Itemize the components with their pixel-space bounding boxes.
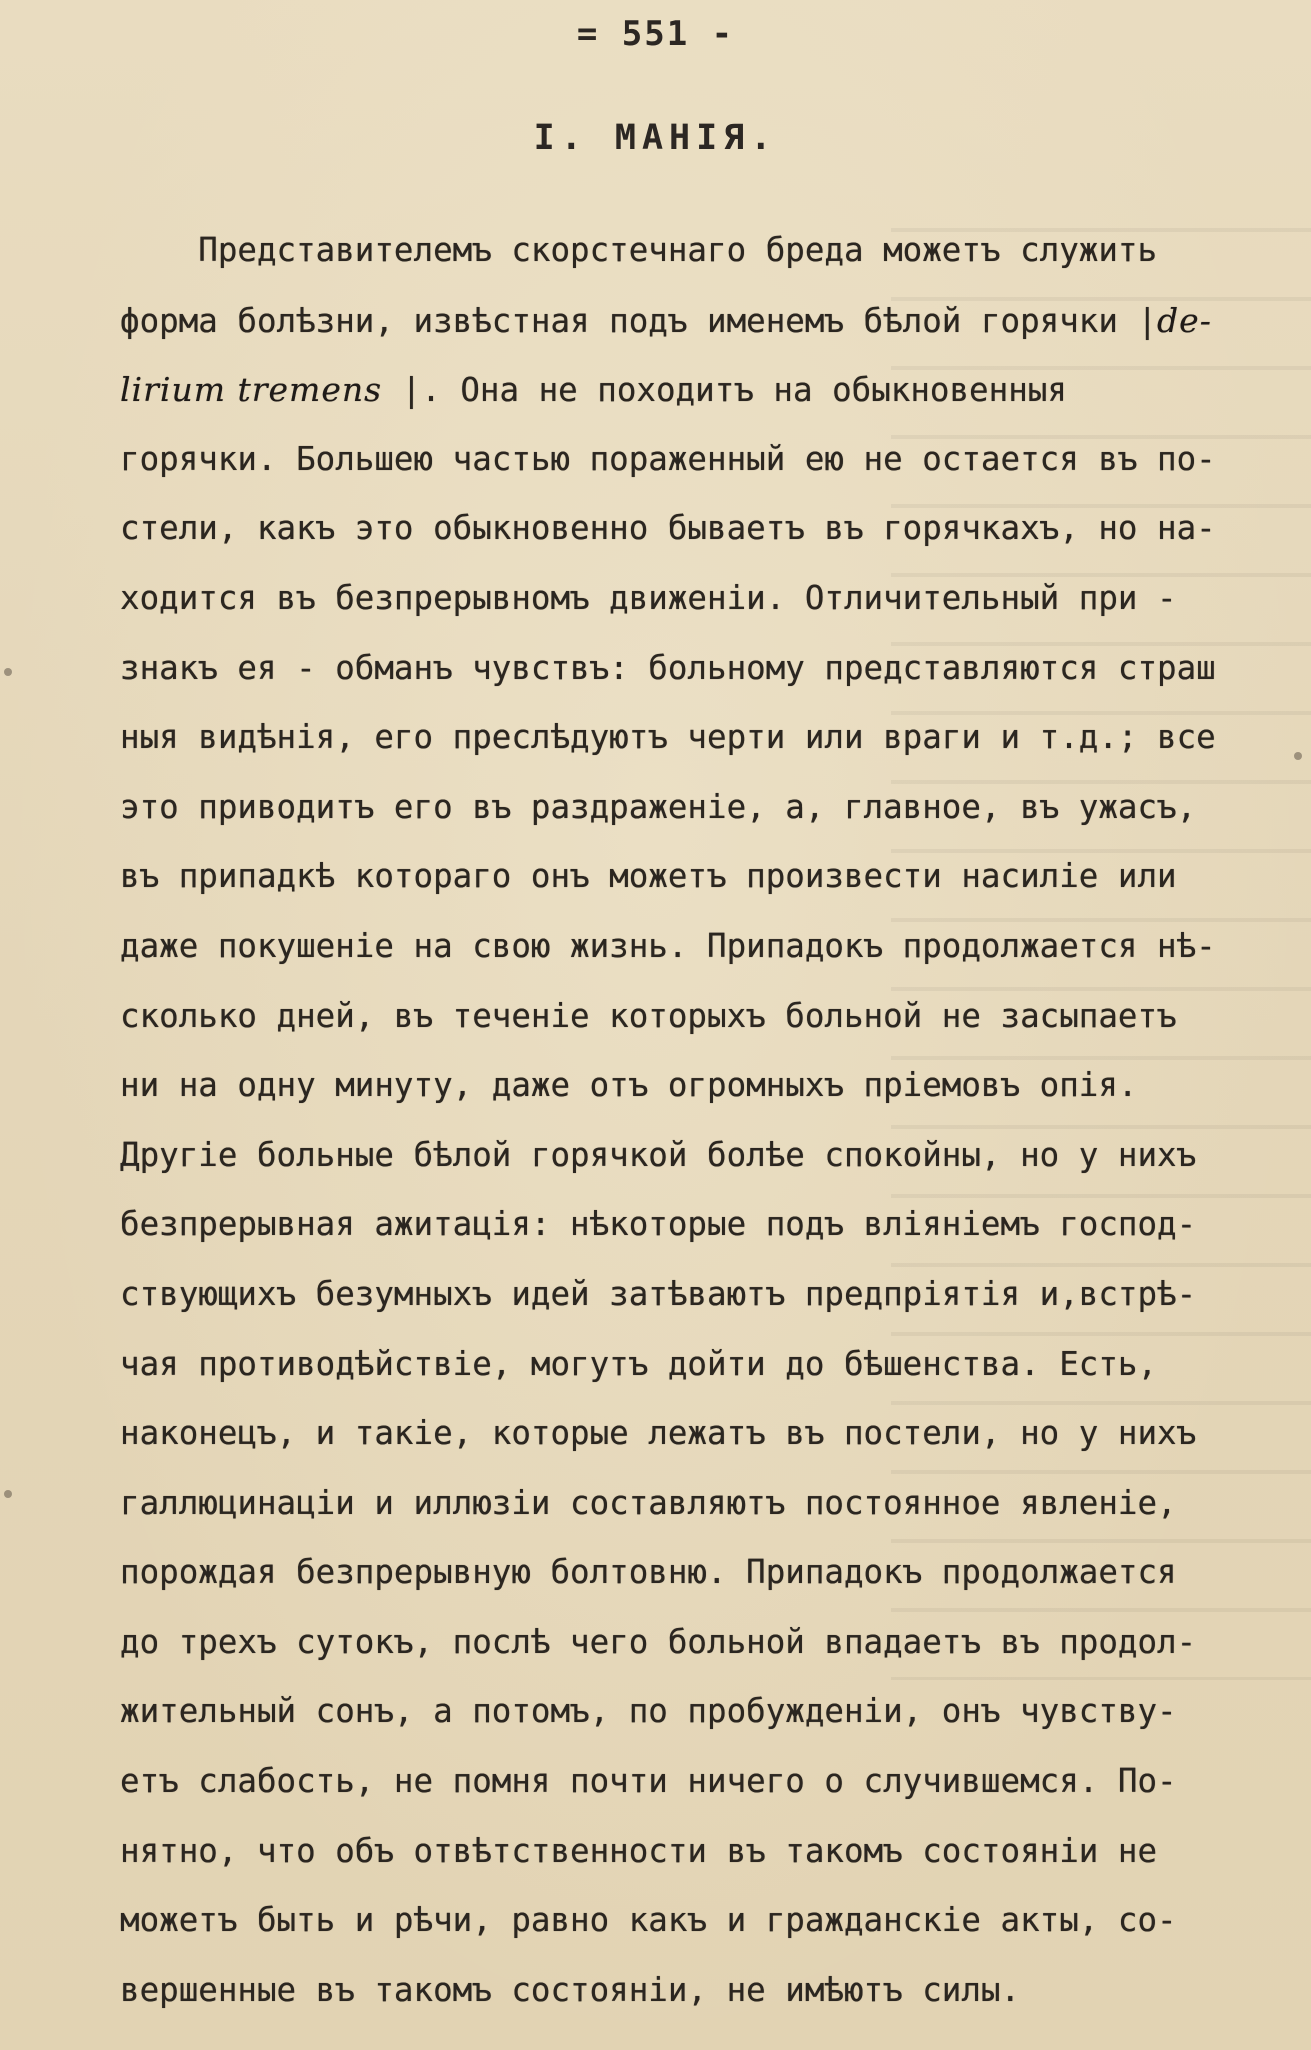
text-line: ныя видѣнія, его преслѣдуютъ черти или враги и т.д.; все [120,718,1216,757]
text-line: знакъ ея - обманъ чувствъ: больному представляются страш [120,648,1216,687]
text-line [120,355,1300,425]
text-line: ходится въ безпрерывномъ движеніи. Отличительный при - [120,578,1177,617]
text-line: безпрерывная ажитація: нѣкоторые подъ вліяніемъ господ- [120,1205,1197,1244]
text-line: можетъ быть и рѣчи, равно какъ и гражданскіе акты, со- [120,1901,1177,1940]
edge-mark [4,1490,12,1498]
page-number: = 551 - [576,14,735,54]
text-line: Представителемъ скорстечнаго бреда можетъ служить [120,231,1158,269]
edge-mark [4,668,12,676]
body-text [120,216,1300,2025]
text-line: сколько дней, въ теченіе которыхъ больной не засыпаетъ [120,996,1177,1035]
text-line: до трехъ сутокъ, послѣ чего больной впадаетъ въ продол- [120,1622,1197,1661]
text-line [120,286,1300,356]
text-line: въ припадкѣ котораго онъ можетъ произвести насиліе или [120,857,1177,896]
text-line: горячки. Большею частью пораженный ею не остается въ по- [120,439,1216,478]
text-line: ствующихъ безумныхъ идей затѣваютъ предпріятія и,встрѣ- [120,1274,1197,1313]
text-line: вершенные въ такомъ состояніи, не имѣютъ силы. [120,1970,1021,2009]
text-line: порождая безпрерывную болтовню. Припадокъ продолжается [120,1553,1177,1592]
text-line: галлюцинаціи и иллюзіи составляютъ постоянное явленіе, [120,1483,1177,1522]
handwritten-insert: de- [1157,300,1212,340]
text-line: это приводитъ его въ раздраженіе, а, главное, въ ужасъ, [120,787,1197,826]
text-line: даже покушеніе на свою жизнь. Припадокъ продолжается нѣ- [120,926,1216,965]
section-heading: I. МАНІЯ. [533,118,778,158]
handwritten-insert: lirium tremens [120,370,383,410]
text-line-segment: |. Она не походитъ на обыкновенныя [382,371,1067,410]
text-line: ни на одну минуту, даже отъ огромныхъ пріемовъ опія. [120,1066,1138,1105]
text-line: чая противодѣйствіе, могутъ дойти до бѣшенства. Есть, [120,1344,1158,1383]
text-line: етъ слабость, не помня почти ничего о случившемся. По- [120,1762,1177,1801]
text-line: наконецъ, и такіе, которые лежатъ въ постели, но у нихъ [120,1414,1197,1453]
text-line: стели, какъ это обыкновенно бываетъ въ горячкахъ, но на- [120,509,1216,548]
text-line: жительный сонъ, а потомъ, по пробужденіи, онъ чувству- [120,1692,1177,1731]
text-line: Другіе больные бѣлой горячкой болѣе спокойны, но у нихъ [120,1135,1197,1174]
text-line-segment: форма болѣзни, извѣстная подъ именемъ бѣлой горячки | [120,301,1158,340]
text-line: нятно, что объ отвѣтственности въ такомъ состояніи не [120,1831,1158,1870]
